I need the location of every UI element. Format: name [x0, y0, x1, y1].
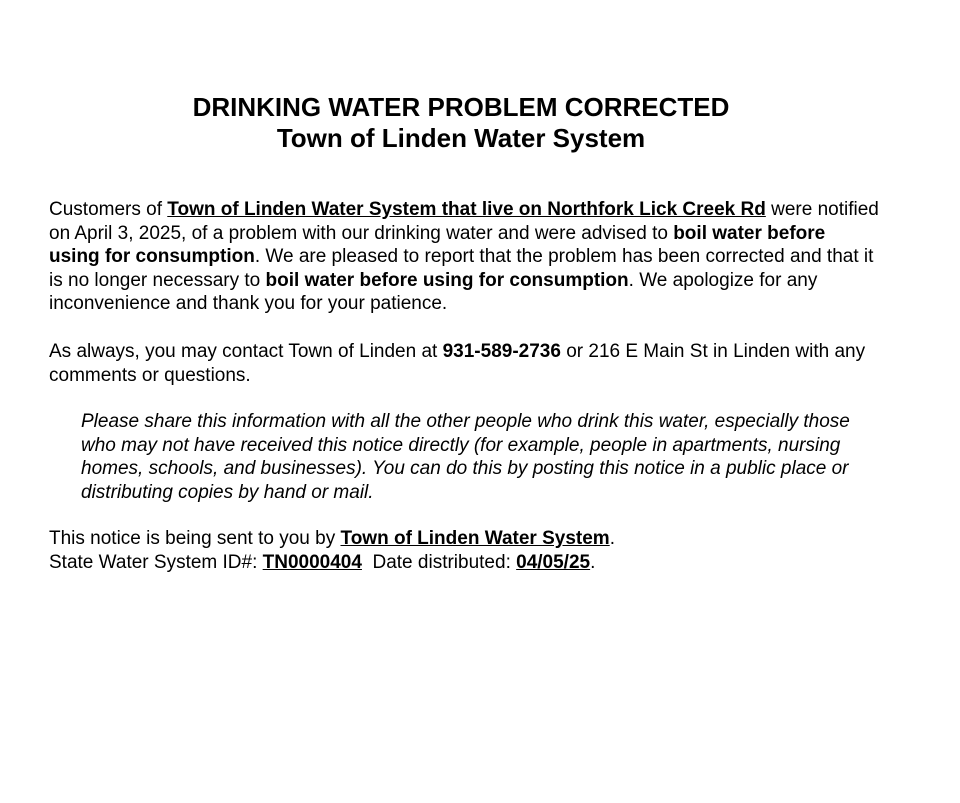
notice-title: DRINKING WATER PROBLEM CORRECTED [192, 92, 730, 122]
sender-system: Town of Linden Water System [340, 528, 610, 549]
p1-text-4: . We apologize for any inconvenience and thank you for your patience. [49, 269, 818, 314]
system-id-label: State Water System ID#: [49, 551, 263, 573]
paragraph-problem-corrected [49, 198, 879, 316]
notice-subtitle: Town of Linden Water System [276, 123, 646, 153]
boil-advisory-2: boil water before using for consumption [265, 269, 629, 291]
p4-text-2: . [609, 528, 615, 549]
paragraph-sender [49, 527, 879, 574]
contact-phone: 931-589-2736 [442, 341, 561, 362]
notice-header [0, 92, 922, 154]
date-distributed-value: 04/05/25 [516, 551, 591, 573]
paragraph-share-info: Please share this information with all the other people who drink this water, especially those who may not have received this notice directly (for example, people in apartments, nursing homes, schools, and businesses). You can do this by posting this notice in a public place or distributing copies by hand or mail. [81, 411, 850, 503]
p2-text-1: As always, you may contact Town of Linden at [49, 341, 443, 362]
system-id-value: TN0000404 [262, 551, 362, 573]
sender-line [49, 527, 879, 551]
p1-text-1: Customers of [49, 199, 168, 220]
p2-text-2: or 216 E Main St in Linden with any comments or questions. [49, 341, 866, 386]
p4-text-3: . [590, 551, 596, 573]
boil-advisory-1: boil water before using for consumption [49, 222, 826, 267]
affected-area: Town of Linden Water System that live on Northfork Lick Creek Rd [167, 199, 766, 220]
system-id-line [49, 551, 879, 575]
p1-text-3: . We are pleased to report that the problem has been corrected and that it is no longer necessary to [49, 246, 874, 291]
p4-text-1: This notice is being sent to you by [49, 528, 341, 549]
date-distributed-label: Date distributed: [361, 551, 517, 573]
paragraph-contact [49, 340, 879, 387]
p1-text-2: were notified on April 3, 2025, of a problem with our drinking water and were advised to [49, 199, 879, 244]
